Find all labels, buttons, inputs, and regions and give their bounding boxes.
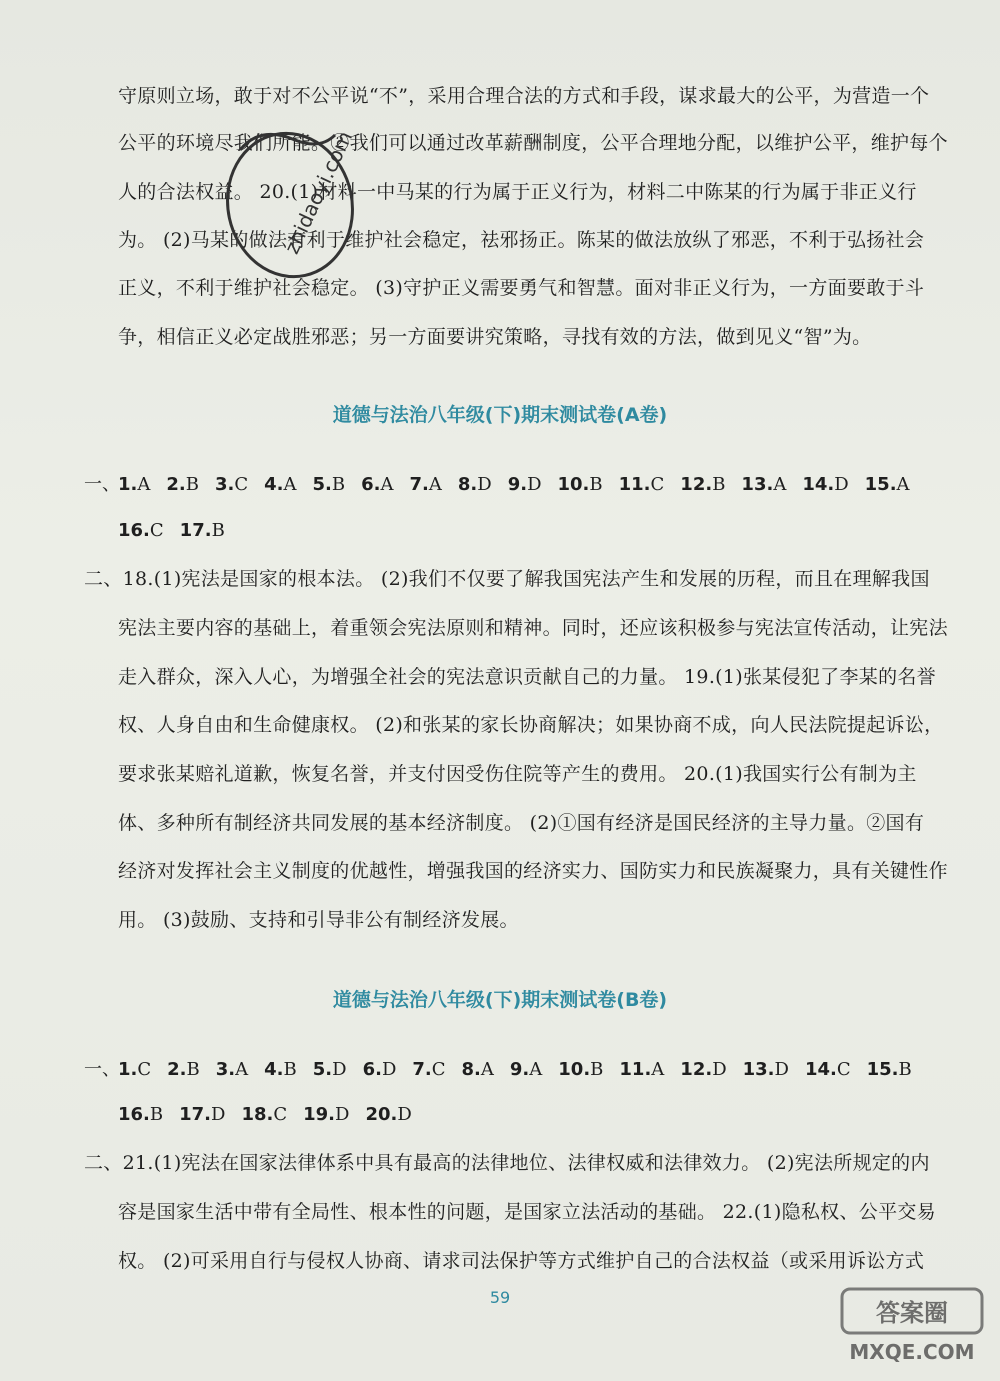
mc-answer [458,474,492,495]
mc-answer-letter: C [836,1059,851,1080]
mc-question-number: 19. [303,1104,336,1125]
mc-question-number: 17. [179,520,212,541]
mc-answer-letter: A [480,1059,494,1080]
mc-answer [558,1059,603,1080]
mc-answer-letter: C [650,474,665,495]
mc-question-number: 1. [118,1059,138,1080]
section-b-essay-line: 容是国家生活中带有全局性、根本性的问题，是国家立法活动的基础。 22.(1)隐私权、公平交易 [118,1201,936,1223]
mc-question-number: 9. [507,474,528,495]
watermark-logo [834,1281,994,1375]
mc-question-number: 10. [557,474,590,495]
section-b-mc-row1 [84,1055,928,1081]
mc-question-number: 3. [215,1059,236,1080]
mc-answer-letter: B [185,474,199,495]
section-b-essay-line: 权。 (2)可采用自行与侵权人协商、请求司法保护等方式维护自己的合法权益（或采用诉讼方式 [118,1250,925,1272]
section-a-essay-line: 要求张某赔礼道歉，恢复名誉，并支付因受伤住院等产生的费用。 20.(1)我国实行公有制为主 [118,763,917,785]
mc-question-number: 17. [179,1104,212,1125]
svg-text:zhidaoyi.com: zhidaoyi.com [279,127,358,258]
section-b-mc-row2 [118,1104,428,1125]
section-a-essay-line: 经济对发挥社会主义制度的优越性，增强我国的经济实力、国防实力和民族凝聚力，具有关键性作 [118,860,948,882]
mc-answer [462,1059,494,1080]
mc-question-number: 16. [118,520,150,541]
svg-text:答案圈: 答案圈 [876,1299,948,1327]
mc-answer [802,474,848,495]
mc-answer-letter: D [381,1059,397,1080]
mc-question-number: 15. [864,474,897,495]
mc-question-number: 4. [264,1059,284,1080]
section-a-essay-line: 体、多种所有制经济共同发展的基本经济制度。 (2)①国有经济是国民经济的主导力量。②国有 [118,812,925,834]
mc-question-number: 11. [618,474,651,495]
section-a-mc-row1 [84,470,926,496]
mc-question-number: 14. [802,474,835,495]
mc-answer [619,1059,664,1080]
section-a-mc-row2 [118,520,241,541]
mc-question-number: 8. [457,474,478,495]
section-a-essay-line: 二、18.(1)宪法是国家的根本法。 (2)我们不仅要了解我国宪法产生和发展的历程，而且在理解我国 [84,568,930,590]
mc-answer [313,1059,347,1080]
mc-question-number: 6. [362,1059,382,1080]
mc-answer [241,1104,287,1125]
mc-question-number: 2. [166,474,186,495]
mc-answer [303,1104,349,1125]
mc-answer [264,474,296,495]
page-number: 59 [489,1288,511,1307]
mc-answer-letter: D [527,474,542,495]
mc-question-number: 6. [361,474,381,495]
mc-answer-letter: D [477,474,492,495]
intro-line: 正义，不利于维护社会稳定。 (3)守护正义需要勇气和智慧。面对非正义行为，一方面要敢于斗 [118,277,925,299]
mc-answer [363,1059,397,1080]
mc-answer [867,1059,912,1080]
mc-answer [361,474,393,495]
mc-answer [805,1059,851,1080]
mc-answer [264,1059,297,1080]
mc-answer [313,474,346,495]
mc-question-number: 7. [412,1059,432,1080]
mc-answer-letter: D [834,474,849,495]
intro-line: 公平的环境尽我们所能。②我们可以通过改革薪酬制度，公平合理地分配，以维护公平，维护每个 [118,132,948,154]
mc-question-number: 8. [461,1059,481,1080]
mc-answer [741,474,786,495]
mc-answer [365,1104,411,1125]
mc-answer [118,474,150,495]
mc-answer [865,474,910,495]
mc-answer-letter: A [896,474,910,495]
mc-answer-letter: D [397,1104,412,1125]
mc-answer [215,474,248,495]
mc-answer-letter: D [335,1104,350,1125]
mc-question-number: 2. [167,1059,187,1080]
mc-answer-letter: A [651,1059,665,1080]
mc-answer-letter: B [589,474,603,495]
mc-answer-letter: A [380,474,394,495]
mc-answer-letter: B [712,474,726,495]
mc-answer-letter: D [774,1059,789,1080]
mc-answer-letter: A [428,474,442,495]
section-a-essay-line: 权、人身自由和生命健康权。 (2)和张某的家长协商解决；如果协商不成，向人民法院提起诉讼， [118,714,944,736]
mc-question-number: 14. [804,1059,837,1080]
mc-answer-letter: C [273,1104,288,1125]
mc-section-lead: 一、 [84,474,120,495]
mc-answer-letter: C [149,520,164,541]
mc-answer [558,474,603,495]
mc-question-number: 20. [365,1104,398,1125]
mc-answer [619,474,665,495]
mc-question-number: 1. [118,474,138,495]
mc-question-number: 3. [214,474,235,495]
mc-answer-letter: A [137,474,151,495]
mc-answer [510,1059,542,1080]
mc-question-number: 13. [742,1059,775,1080]
mc-answer [680,474,725,495]
mc-question-number: 12. [680,474,713,495]
mc-answer [412,1059,445,1080]
mc-answer-letter: A [283,474,297,495]
mc-answer-letter: B [211,520,225,541]
mc-answer-letter: B [590,1059,604,1080]
mc-question-number: 5. [312,474,332,495]
mc-section-lead: 一、 [84,1059,120,1080]
mc-answer-letter: C [431,1059,446,1080]
mc-answer [118,1104,163,1125]
mc-answer-letter: B [283,1059,297,1080]
mc-question-number: 16. [118,1104,150,1125]
mc-answer [743,1059,789,1080]
mc-answer-letter: C [234,474,249,495]
mc-answer-letter: D [712,1059,727,1080]
mc-question-number: 9. [509,1059,530,1080]
mc-answer [180,520,225,541]
mc-question-number: 11. [619,1059,652,1080]
mc-answer [216,1059,248,1080]
mc-answer-letter: B [149,1104,164,1125]
stamp-logo [210,110,380,304]
mc-answer [167,1059,200,1080]
intro-line: 为。 (2)马某的做法有利于维护社会稳定，祛邪扬正。陈某的做法放纵了邪恶，不利于弘扬社会 [118,229,925,251]
mc-answer [166,474,199,495]
mc-question-number: 10. [558,1059,591,1080]
mc-answer [179,1104,225,1125]
mc-question-number: 5. [312,1059,333,1080]
mc-answer-letter: D [332,1059,347,1080]
mc-answer-letter: C [137,1059,152,1080]
mc-answer [118,520,164,541]
mc-answer [410,474,442,495]
mc-question-number: 7. [409,474,429,495]
mc-answer [118,1059,151,1080]
intro-line: 人的合法权益。 20.(1)材料一中马某的行为属于正义行为，材料二中陈某的行为属于非正义行 [118,181,917,203]
section-b-title: 道德与法治八年级(下)期末测试卷(B卷) [332,989,668,1011]
section-a-essay-line: 用。 (3)鼓励、支持和引导非公有制经济发展。 [118,909,519,931]
mc-answer [680,1059,726,1080]
mc-answer-letter: A [773,474,787,495]
mc-answer-letter: D [211,1104,226,1125]
svg-text:MXQE.COM: MXQE.COM [849,1340,975,1364]
mc-answer-letter: B [898,1059,912,1080]
intro-line: 争，相信正义必定战胜邪恶；另一方面要讲究策略，寻找有效的方法，做到见义“智”为。 [118,326,872,348]
mc-answer-letter: B [186,1059,200,1080]
mc-question-number: 15. [866,1059,899,1080]
section-b-essay-line: 二、21.(1)宪法在国家法律体系中具有最高的法律地位、法律权威和法律效力。 (2)宪法所规定的内 [84,1152,930,1174]
intro-line: 守原则立场，敢于对不公平说“不”，采用合理合法的方式和手段，谋求最大的公平，为营造一个 [118,85,930,107]
mc-question-number: 12. [680,1059,713,1080]
mc-question-number: 4. [264,474,284,495]
section-a-essay-line: 走入群众，深入人心，为增强全社会的宪法意识贡献自己的力量。 19.(1)张某侵犯了李某的名誉 [118,666,936,688]
mc-question-number: 18. [241,1104,274,1125]
mc-answer-letter: A [529,1059,543,1080]
section-a-title: 道德与法治八年级(下)期末测试卷(A卷) [332,404,668,426]
mc-answer-letter: B [331,474,346,495]
mc-question-number: 13. [741,474,774,495]
mc-answer-letter: A [235,1059,249,1080]
mc-answer [508,474,542,495]
section-a-essay-line: 宪法主要内容的基础上，着重领会宪法原则和精神。同时，还应该积极参与宪法宣传活动，让宪法 [118,617,948,639]
